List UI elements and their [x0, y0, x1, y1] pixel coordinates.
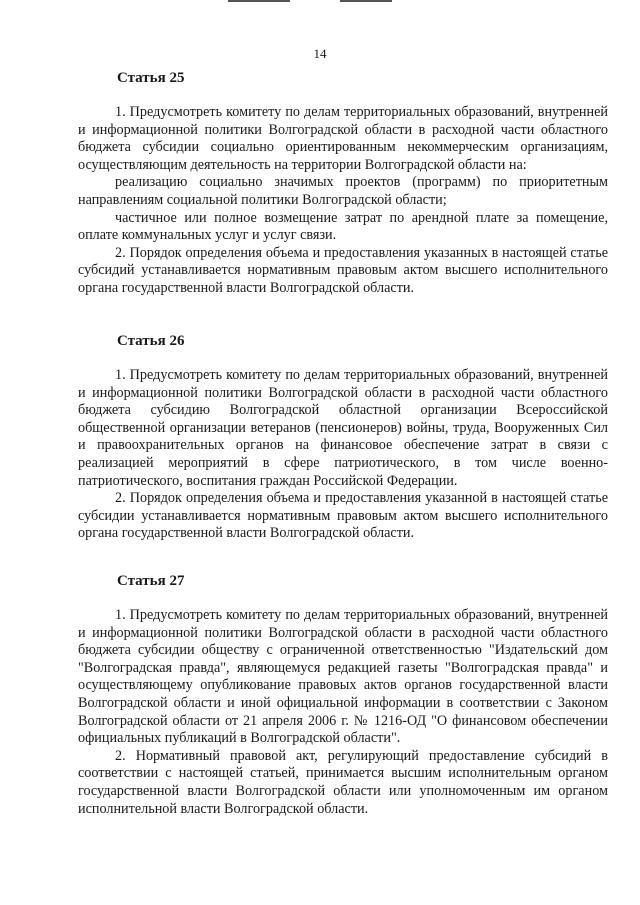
paragraph: реализацию социально значимых проектов (программ) по приоритетным направлениям социальной политики Волгоградской области; [78, 174, 608, 208]
paragraph: 2. Порядок определения объема и предоставления указанных в настоящей статье субсидий устанавливается нормативным правовым актом высшего исполнительного органа государственной власти Волгоградской области. [78, 244, 608, 296]
scan-edge-line [340, 0, 392, 2]
paragraph: частичное или полное возмещение затрат по арендной плате за помещение, оплате коммунальных услуг и услуг связи. [78, 209, 608, 244]
article-heading: Статья 26 [117, 333, 185, 349]
paragraph: 1. Предусмотреть комитету по делам территориальных образований, внутренней и информационной политики Волгоградской области в расходной части областного бюджета субсидии социально ориентированным некоммерческим организациям, осуществляющим деятельность на территории Волгоградской области на: [78, 104, 608, 173]
scan-edge-line [228, 0, 290, 2]
article-body [78, 607, 608, 818]
article-heading: Статья 25 [117, 70, 185, 86]
article-body [78, 367, 608, 543]
article-body [78, 104, 608, 298]
paragraph: 1. Предусмотреть комитету по делам территориальных образований, внутренней и информационной политики Волгоградской области в расходной части областного бюджета субсидию Волгоградской областной организации Всероссийской общественной организации ветеранов (пенсионеров) войны, труда, Вооруженных Сил и правоохранительных органов на финансовое обеспечение затрат в связи с реализацией мероприятий в сфере патриотического, в том числе военно-патриотического, воспитания граждан Российской Федерации. [78, 367, 608, 489]
paragraph: 2. Нормативный правовой акт, регулирующий предоставление субсидий в соответствии с настоящей статьей, принимается высшим исполнительным органом государственной власти Волгоградской области или уполномоченным им органом исполнительной власти Волгоградской области. [78, 747, 608, 817]
paragraph: 1. Предусмотреть комитету по делам территориальных образований, внутренней и информационной политики Волгоградской области в расходной части областного бюджета субсидии обществу с ограниченной ответственностью "Издательский дом "Волгоградская правда", являющемуся редакцией газеты "Волгоградская правда" и осуществляющему опубликование правовых актов органов государственной власти Волгоградской области и иной официальной информации в соответствии с Законом Волгоградской области от 21 апреля 2006 г. № 1216-ОД "О финансовом обеспечении официальных публикаций в Волгоградской области". [78, 607, 608, 747]
paragraph: 2. Порядок определения объема и предоставления указанной в настоящей статье субсидии устанавливается нормативным правовым актом высшего исполнительного органа государственной власти Волгоградской области. [78, 490, 608, 542]
article-heading: Статья 27 [117, 573, 185, 589]
page-number: 14 [313, 46, 327, 61]
